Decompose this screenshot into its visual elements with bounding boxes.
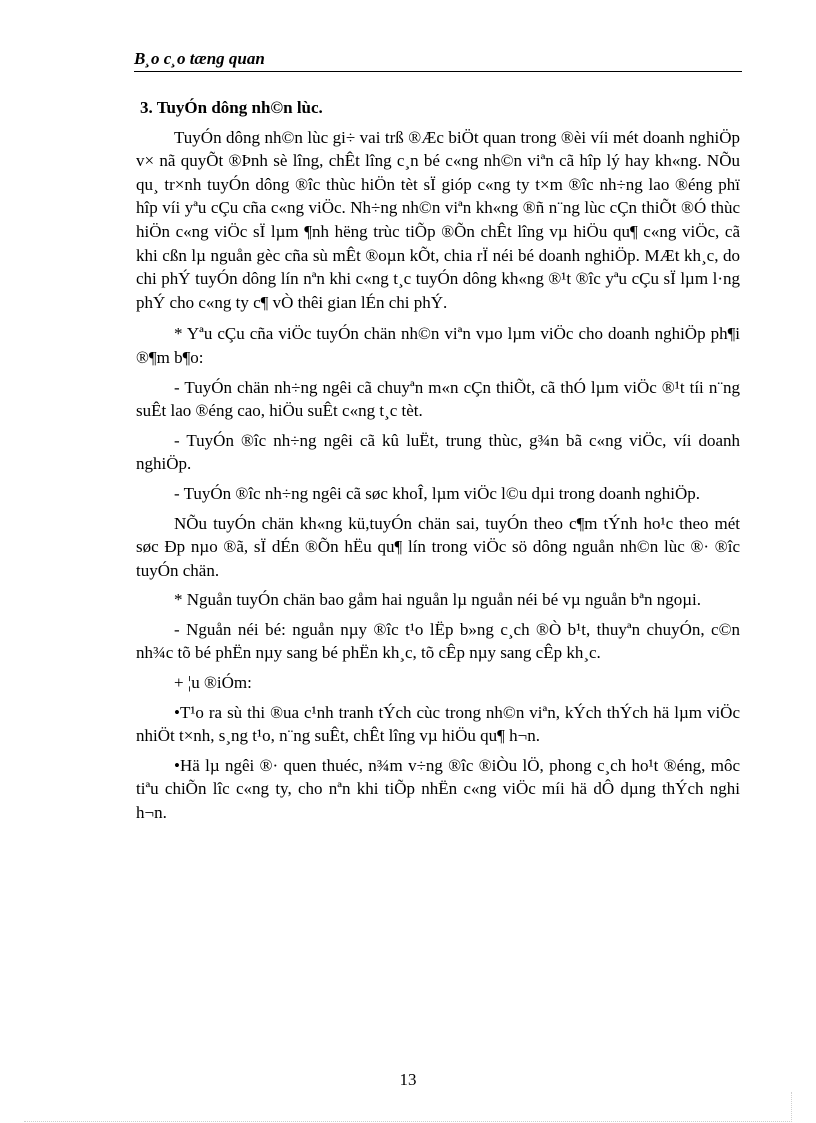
paragraph-intro: TuyÓn dông nh©n lùc gi÷ vai trß ®Æc biÖt quan trong ®èi víi mét doanh nghiÖp v× nã quyÕt ®Þnh sè lîng, chÊt lîng c¸n bé c«ng nh©n viªn cã hîp lý hay kh«ng. NÕu qu¸ tr×nh tuyÓn dông ®îc thùc hiÖn tèt sÏ gióp c«ng ty t×m ®îc nh÷ng lao ®éng phï hîp víi yªu cÇu cña c«ng viÖc. Nh÷ng nh©n viªn kh«ng ®ñ n¨ng lùc cÇn thiÕt ®Ó thùc hiÖn c«ng viÖc sÏ lµm ¶nh hëng trùc tiÕp ®Õn chÊt lîng vµ hiÖu qu¶ c«ng viÖc, cã khi cßn lµ nguån gèc cña sù mÊt ®oµn kÕt, chia rÏ néi bé doanh nghiÖp. MÆt kh¸c, do chi phÝ tuyÓn dông lín nªn khi c«ng t¸c tuyÓn dông kh«ng ®¹t ®îc yªu cÇu sÏ lµm l·ng phÝ cho c«ng ty c¶ vÒ thêi gian lÉn chi phÝ. [136, 127, 740, 312]
header-divider [134, 71, 742, 72]
list-item-expertise: - TuyÓn chän nh÷ng ngêi cã chuyªn m«n cÇn thiÕt, cã thÓ lµm viÖc ®¹t tíi n¨ng suÊt lao ®éng cao, hiÖu suÊt c«ng t¸c tèt. [136, 377, 740, 421]
advantages-label: + ¦u ®iÓm: [174, 673, 252, 693]
paragraph-consequences: NÕu tuyÓn chän kh«ng kü,tuyÓn chän sai, tuyÓn theo c¶m tÝnh ho¹c theo mét søc Ðp nµo ®ã, sÏ dÉn ®Õn hËu qu¶ lín trong viÖc sö dông nguån nh©n lùc ®· ®îc tuyÓn chän. [136, 513, 740, 580]
paragraph-sources: * Nguån tuyÓn chän bao gåm hai nguån lµ nguån néi bé vµ nguån bªn ngoµi. [174, 590, 701, 610]
paragraph-requirements: * Yªu cÇu cña viÖc tuyÓn chän nh©n viªn vµo lµm viÖc cho doanh nghiÖp ph¶i ®¶m b¶o: [136, 324, 740, 367]
list-item-health: - TuyÓn ®îc nh÷ng ngêi cã søc khoÎ, lµm viÖc l©u dµi trong doanh nghiÖp. [174, 483, 700, 503]
list-item-discipline: - TuyÓn ®îc nh÷ng ngêi cã kû luËt, trung thùc, g¾n bã c«ng viÖc, víi doanh nghiÖp. [136, 430, 740, 474]
bullet-item-competition: •T¹o ra sù thi ®ua c¹nh tranh tÝch cùc trong nh©n viªn, kÝch thÝch hä lµm viÖc nhiÖt t×nh, s¸ng t¹o, n¨ng suÊt, chÊt lîng vµ hiÖu qu¶ h¬n. [136, 702, 740, 746]
page-number: 13 [399, 1070, 417, 1089]
list-item-internal-source: - Nguån néi bé: nguån nµy ®îc t¹o lËp b»ng c¸ch ®Ò b¹t, thuyªn chuyÓn, c©n nh¾c tõ bé phËn nµy sang bé phËn kh¸c, tõ cÊp nµy sang cÊp kh¸c. [136, 619, 740, 663]
page-bottom-border [24, 1121, 792, 1122]
bullet-item-familiarity: •Hä lµ ngêi ®· quen thuéc, n¾m v÷ng ®îc ®iÒu lÖ, phong c¸ch ho¹t ®éng, môc tiªu chiÕn lîc c«ng ty, cho nªn khi tiÕp nhËn c«ng viÖc míi hä dÔ dµng thÝch nghi h¬n. [136, 755, 740, 823]
page-right-border [791, 1092, 792, 1122]
page-body [136, 96, 740, 831]
section-heading: 3. TuyÓn dông nh©n lùc. [140, 98, 323, 117]
running-header: B¸o c¸o tæng quan [134, 49, 265, 68]
